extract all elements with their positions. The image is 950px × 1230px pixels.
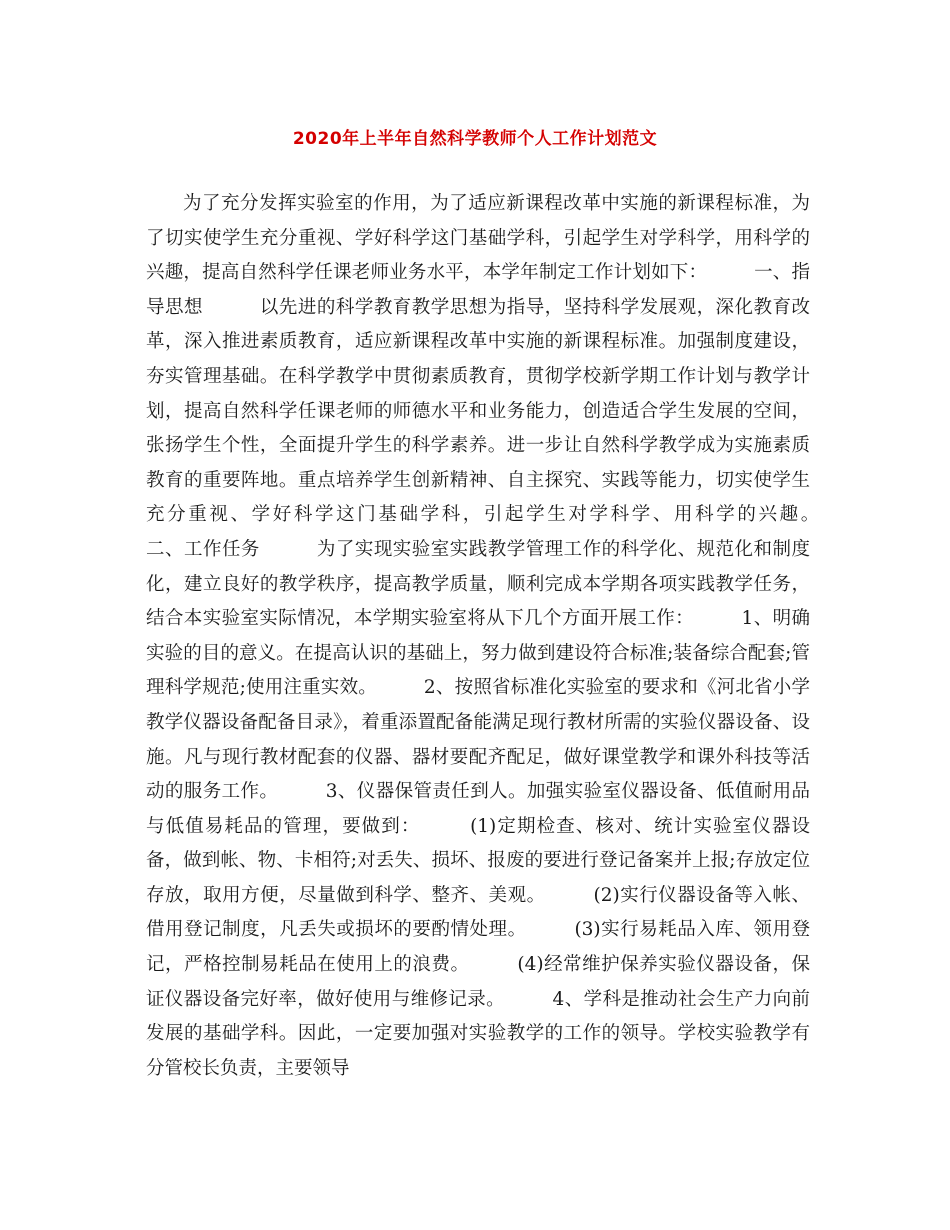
document-title: 2020年上半年自然科学教师个人工作计划范文 bbox=[292, 129, 658, 149]
document-body: 为了充分发挥实验室的作用，为了适应新课程改革中实施的新课程标准，为了切实使学生充分重视、学好科学这门基础学科，引起学生对学科学，用科学的兴趣，提高自然科学任课老师业务水平，本学年制定工作计划如下： 一、指导思想 以先进的科学教育教学思想为指导，坚持科学发展观，深化教育改革，深入推进素质教育，适应新课程改革中实施的新课程标准。加强制度建设，夯实管理基础。在科学教学中贯彻素质教育，贯彻学校新学期工作计划与教学计划，提高自然科学任课老师的师德水平和业务能力，创造适合学生发展的空间，张扬学生个性，全面提升学生的科学素养。进一步让自然科学教学成为实施素质教育的重要阵地。重点培养学生创新精神、自主探究、实践等能力，切实使学生充分重视、学好科学这门基础学科，引起学生对学科学、用科学的兴趣。 二、工作任务 为了实现实验室实践教学管理工作的科学化、规范化和制度化，建立良好的教学秩序，提高教学质量，顺利完成本学期各项实践教学任务，结合本实验室实际情况，本学期实验室将从下几个方面开展工作： 1、明确实验的目的意义。在提高认识的基础上，努力做到建设符合标准;装备综合配套;管理科学规范;使用注重实效。 2、按照省标准化实验室的要求和《河北省小学教学仪器设备配备目录》，着重添置配备能满足现行教材所需的实验仪器设备、设施。凡与现行教材配套的仪器、器材要配齐配足，做好课堂教学和课外科技等活动的服务工作。 3、仪器保管责任到人。加强实验室仪器设备、低值耐用品与低值易耗品的管理，要做到： (1)定期检查、核对、统计实验室仪器设备，做到帐、物、卡相符;对丢失、损坏、报废的要进行登记备案并上报;存放定位存放，取用方便，尽量做到科学、整齐、美观。 (2)实行仪器设备等入帐、借用登记制度，凡丢失或损坏的要酌情处理。 (3)实行易耗品入库、领用登记，严格控制易耗品在使用上的浪费。 (4)经常维护保养实验仪器设备，保证仪器设备完好率，做好使用与维修记录。 4、学科是推动社会生产力向前发展的基础学科。因此，一定要加强对实验教学的工作的领导。学校实验教学有分管校长负责，主要领导 bbox=[146, 193, 866, 1079]
